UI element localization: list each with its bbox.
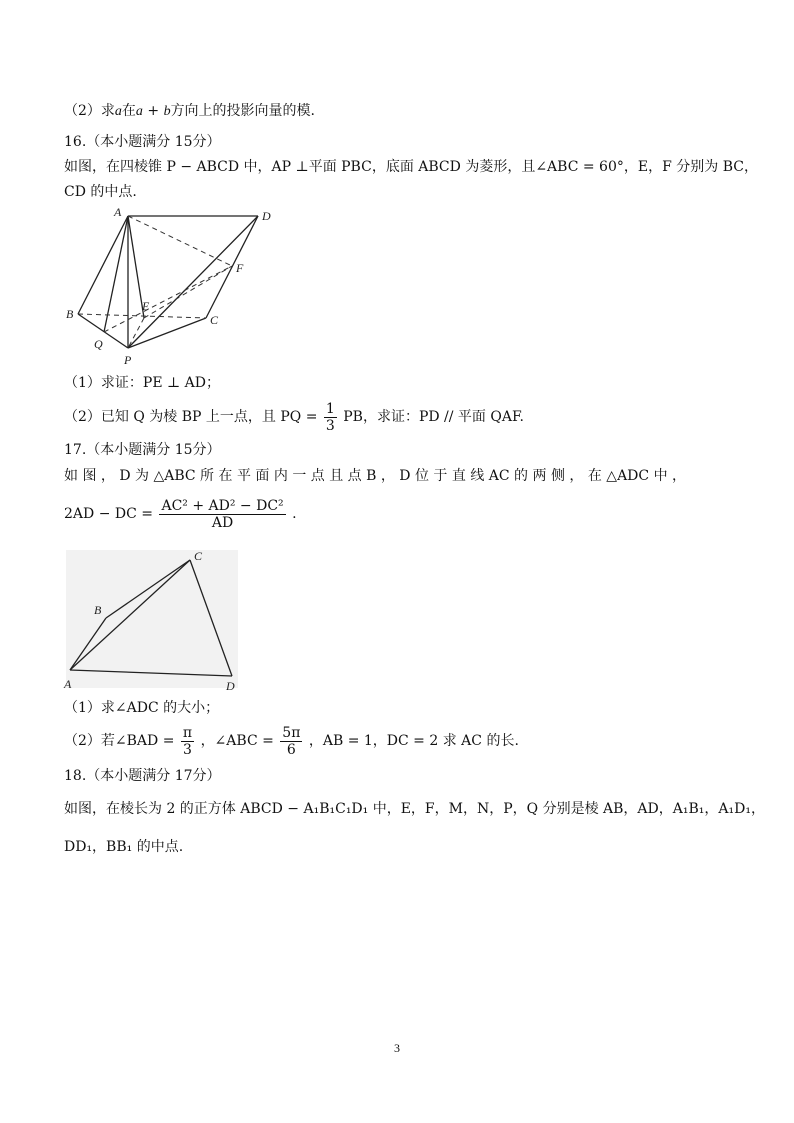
q17-header: 17.（本小题满分 15分） xyxy=(64,442,221,458)
label-Q: Q xyxy=(94,337,103,351)
fraction-pi-over-3: $\frac{\pi}{3}$ xyxy=(182,724,193,758)
label-A: A xyxy=(64,677,72,691)
q16-header: 16.（本小题满分 15分） xyxy=(64,134,221,150)
label-C: C xyxy=(194,549,203,563)
q17-part2: （2）若∠BAD = $\frac{\pi}{3}$ ，∠ABC = $\frac{5\pi}{6}$ ，AB = 1，DC = 2 求 AC 的长. xyxy=(64,724,519,758)
q18-stem-line1: 如图，在棱长为 2 的正方体 ABCD − A₁B₁C₁D₁ 中，E，F，M，N，P，Q 分别是棱 AB，AD，A₁B₁，A₁D₁， xyxy=(64,801,765,817)
fraction-5pi-over-6: $\frac{5\pi}{6}$ xyxy=(282,724,301,758)
label-P: P xyxy=(124,353,132,367)
page-number: 3 xyxy=(394,1041,400,1055)
fraction-one-third: $\frac{1}{3}$ xyxy=(325,400,335,434)
q15-part2: （2）求a在a + b方向上的投影向量的模. xyxy=(64,103,316,119)
q18-stem-line2: DD₁，BB₁ 的中点. xyxy=(64,839,184,855)
label-B: B xyxy=(94,603,102,617)
label-A: A xyxy=(114,205,122,219)
q17-equation: 2AD − DC = $\frac{\text{AC² + AD² − DC²}}{AD}$ . xyxy=(64,497,297,531)
q17-stem-line1: 如 图 ， D 为 △ABC 所 在 平 面 内 一 点 且 点 B ， D 位 于 直 线 AC 的 两 侧 ， 在 △ADC 中 ， xyxy=(64,468,687,484)
q16-stem-line2: CD 的中点. xyxy=(64,184,137,200)
equation-fraction: $\frac{\text{AC² + AD² − DC²}}{AD}$ xyxy=(161,497,284,531)
label-D: D xyxy=(262,209,271,223)
q17-quadrilateral-figure xyxy=(60,548,242,694)
q16-stem-line1: 如图，在四棱锥 P − ABCD 中，AP ⊥平面 PBC，底面 ABCD 为菱形，且∠ABC = 60°，E，F 分别为 BC， xyxy=(64,159,758,175)
label-D: D xyxy=(226,679,235,693)
q16-pyramid-figure xyxy=(60,200,290,370)
q18-header: 18.（本小题满分 17分） xyxy=(64,768,221,784)
label-C: C xyxy=(210,313,219,327)
vector-a: a xyxy=(114,104,122,119)
label-E: E xyxy=(142,299,150,313)
label-B: B xyxy=(66,307,74,321)
q17-part1: （1）求∠ADC 的大小； xyxy=(64,700,220,716)
q16-part2: （2）已知 Q 为棱 BP 上一点，且 PQ = $\frac{1}{3}$ PB，求证：PD // 平面 QAF. xyxy=(64,400,524,434)
label-F: F xyxy=(236,261,244,275)
q16-part1: （1）求证：PE ⊥ AD； xyxy=(64,375,220,391)
